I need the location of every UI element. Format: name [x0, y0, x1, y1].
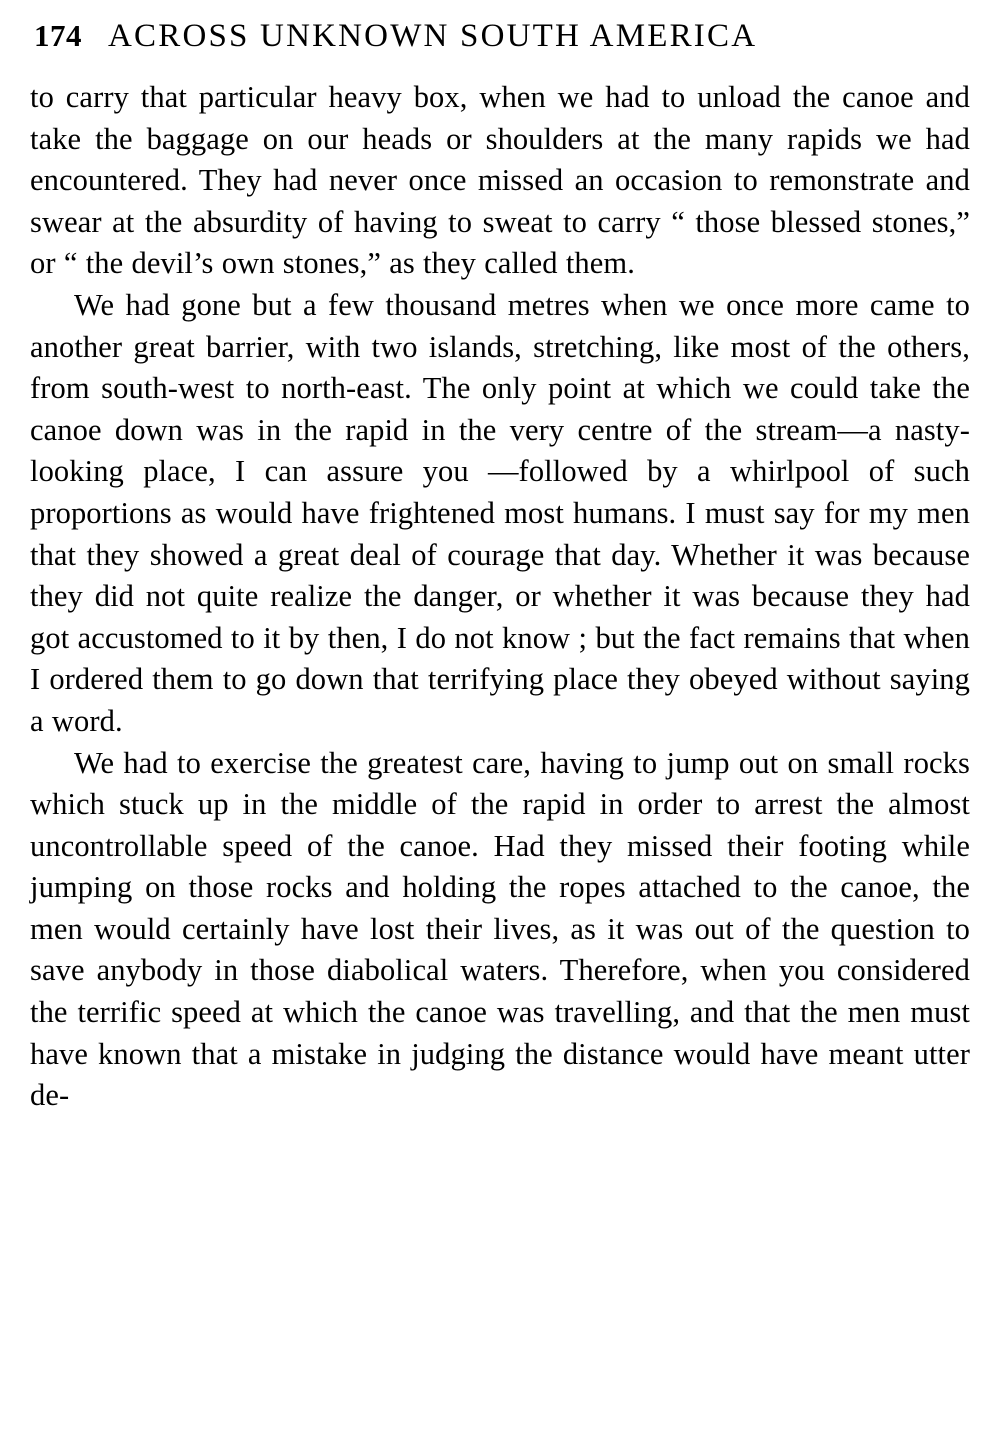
page-body [30, 77, 970, 1117]
paragraph: to carry that particular heavy box, when we had to unload the canoe and take the baggage on our heads or shoulders at the many rapids we had encountered. They had never once missed an occasion to remonstrate and swear at the absurdity of having to sweat to carry “ those blessed stones,” or “ the devil’s own stones,” as they called them. [30, 80, 970, 281]
page-number: 174 [34, 18, 82, 53]
page-header [34, 18, 970, 55]
paragraph: We had to exercise the greatest care, having to jump out on small rocks which stuck up in the middle of the rapid in order to arrest the almost uncontrollable speed of the canoe. Had they missed their footing while jumping on those rocks and holding the ropes attached to the canoe, the men would certainly have lost their lives, as it was out of the question to save anybody in those diabolical waters. Therefore, when you considered the terrific speed at which the canoe was travelling, and that the men must have known that a mistake in judging the distance would have meant utter de- [30, 745, 970, 1113]
paragraph: We had gone but a few thousand metres when we once more came to another great barrier, with two islands, stretching, like most of the others, from south-west to north-east. The only point at which we could take the canoe down was in the rapid in the very centre of the stream—a nasty-looking place, I can assure you —followed by a whirlpool of such proportions as would have frightened most humans. I must say for my men that they showed a great deal of courage that day. Whether it was because they did not quite realize the danger, or whether it was because they had got accustomed to it by then, I do not know ; but the fact remains that when I ordered them to go down that terrifying place they obeyed without saying a word. [30, 287, 970, 738]
running-head-title: ACROSS UNKNOWN SOUTH AMERICA [108, 18, 758, 54]
